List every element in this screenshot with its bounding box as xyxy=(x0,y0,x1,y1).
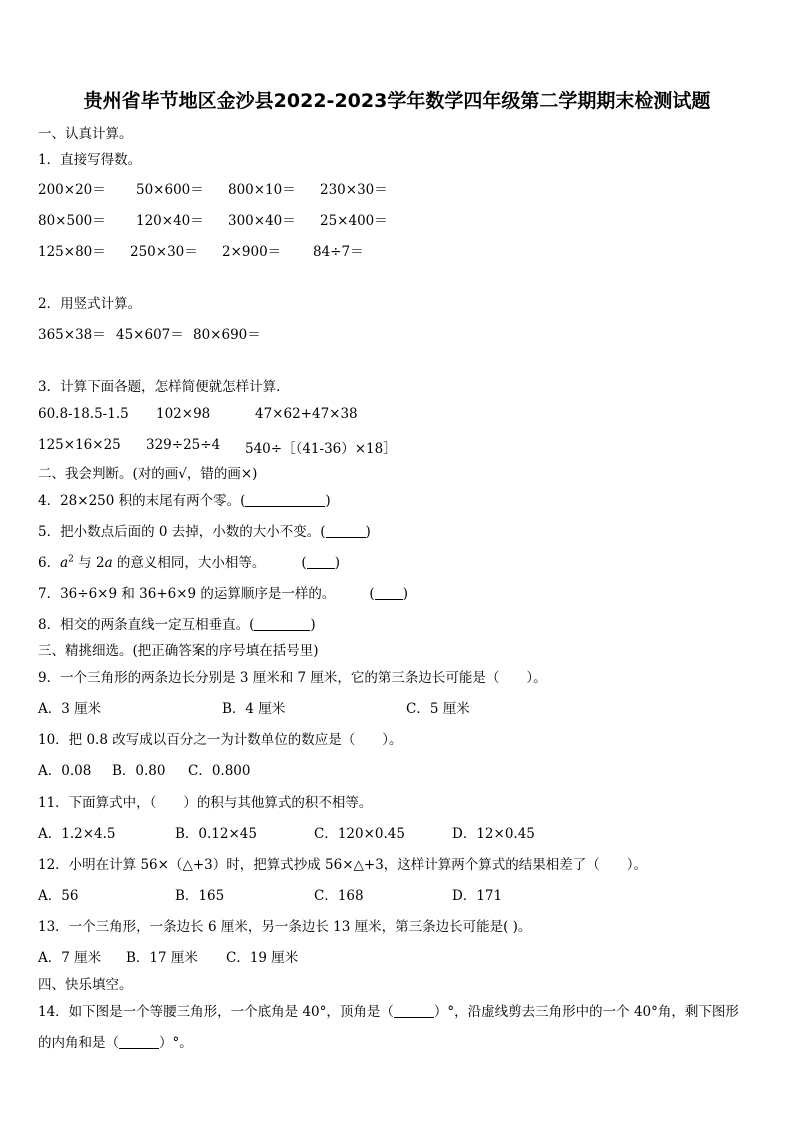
q2-item: 80×690＝ xyxy=(193,327,261,343)
q14-line-1 xyxy=(38,1000,739,1020)
q1-item: 800×10＝ xyxy=(228,182,296,198)
q6-text: 的意义相同，大小相等。 xyxy=(112,555,266,571)
q10-stem: 10．把 0.8 改写成以百分之一为计数单位的数应是（ ）。 xyxy=(38,732,403,748)
q3-label: 3．计算下面各题，怎样简便就怎样计算. xyxy=(38,379,281,395)
q4-text: 4．28×250 积的末尾有两个零。( xyxy=(38,493,246,509)
q3-item: 329÷25÷4 xyxy=(146,437,221,453)
q7-answer-blank[interactable] xyxy=(375,586,403,600)
q14-line-2 xyxy=(38,1031,193,1051)
q7-text: 7．36÷6×9 和 36+6×9 的运算顺序是一样的。 xyxy=(38,586,336,602)
q1-item: 200×20＝ xyxy=(38,182,106,198)
q13-stem: 13．一个三角形，一条边长 6 厘米，另一条边长 13 厘米，第三条边长可能是( )。 xyxy=(38,919,532,935)
q3-item: 540÷［（41-36）×18］ xyxy=(245,441,397,457)
q7-row xyxy=(38,582,408,602)
q1-item: 300×40＝ xyxy=(228,213,296,229)
q11-option-c[interactable]: C．120×0.45 xyxy=(314,826,405,842)
q11-stem: 11．下面算式中，（ ）的积与其他算式的积不相等。 xyxy=(38,795,373,811)
q13-option-c[interactable]: C．19 厘米 xyxy=(226,950,299,966)
q2-label: 2．用竖式计算。 xyxy=(38,296,142,312)
q14-text-c: 的内角和是（ xyxy=(38,1035,119,1051)
q2-item: 45×607＝ xyxy=(116,327,184,343)
q6-answer-blank[interactable] xyxy=(307,555,335,569)
q11-option-a[interactable]: A．1.2×4.5 xyxy=(38,826,116,842)
q9-option-c[interactable]: C．5 厘米 xyxy=(406,701,470,717)
q12-stem: 12．小明在计算 56×（△+3）时，把算式抄成 56×△+3，这样计算两个算式的结果相差了（ ）。 xyxy=(38,857,648,873)
q14-text-b: ）°，沿虚线剪去三角形中的一个 40°角，剩下图形 xyxy=(433,1004,739,1020)
q6-number: 6． xyxy=(38,555,61,571)
q6-exponent: 2 xyxy=(68,554,74,565)
q1-item: 80×500＝ xyxy=(38,213,106,229)
q8-row xyxy=(38,613,316,633)
page-title: 贵州省毕节地区金沙县2022-2023学年数学四年级第二学期期末检测试题 xyxy=(83,90,711,112)
q4-row xyxy=(38,489,331,509)
q5-text: 5．把小数点后面的 0 去掉，小数的大小不变。( xyxy=(38,524,326,540)
q3-item: 47×62+47×38 xyxy=(255,406,358,422)
q8-text: 8．相交的两条直线一定互相垂直。( xyxy=(38,617,255,633)
q8-answer-blank[interactable] xyxy=(254,617,310,631)
q1-item: 25×400＝ xyxy=(320,213,388,229)
q3-item: 125×16×25 xyxy=(38,437,121,453)
q11-option-b[interactable]: B．0.12×45 xyxy=(175,826,257,842)
q7-open: ( xyxy=(369,586,375,602)
q10-option-c[interactable]: C．0.800 xyxy=(188,763,251,779)
q4-close: ) xyxy=(325,493,331,509)
q14-text-d: ）°。 xyxy=(159,1035,193,1051)
q10-option-b[interactable]: B．0.80 xyxy=(112,763,166,779)
q1-item: 50×600＝ xyxy=(136,182,204,198)
q14-sum-blank[interactable] xyxy=(119,1035,159,1049)
q6-row xyxy=(38,551,340,571)
q1-item: 230×30＝ xyxy=(320,182,388,198)
q9-option-a[interactable]: A．3 厘米 xyxy=(38,701,102,717)
q6-var-a2: a xyxy=(104,555,113,571)
q14-text-a: 14．如下图是一个等腰三角形，一个底角是 40°，顶角是（ xyxy=(38,1004,394,1020)
q2-item: 365×38＝ xyxy=(38,327,106,343)
q6-close: ) xyxy=(334,555,340,571)
q12-option-c[interactable]: C．168 xyxy=(314,888,364,904)
q6-open: ( xyxy=(301,555,307,571)
q6-mid: 与 2 xyxy=(73,555,105,571)
q7-close: ) xyxy=(402,586,408,602)
section-4-heading: 四、快乐填空。 xyxy=(38,977,133,993)
q1-item: 84÷7＝ xyxy=(313,244,364,260)
q12-option-a[interactable]: A．56 xyxy=(38,888,79,904)
q12-option-b[interactable]: B．165 xyxy=(175,888,225,904)
q3-item: 102×98 xyxy=(156,406,211,422)
q1-item: 125×80＝ xyxy=(38,244,106,260)
q14-apex-blank[interactable] xyxy=(394,1004,434,1018)
q13-option-b[interactable]: B．17 厘米 xyxy=(126,950,198,966)
section-3-heading: 三、精挑细选。(把正确答案的序号填在括号里) xyxy=(38,643,319,659)
q4-answer-blank[interactable] xyxy=(245,493,325,507)
q5-answer-blank[interactable] xyxy=(326,524,366,538)
q3-item: 60.8-18.5-1.5 xyxy=(38,406,129,422)
q1-item: 120×40＝ xyxy=(136,213,204,229)
section-1-heading: 一、认真计算。 xyxy=(38,126,133,142)
q5-row xyxy=(38,520,371,540)
q1-item: 2×900＝ xyxy=(222,244,282,260)
q8-close: ) xyxy=(310,617,316,633)
q12-option-d[interactable]: D．171 xyxy=(452,888,503,904)
q5-close: ) xyxy=(365,524,371,540)
q6-var-a: a xyxy=(60,555,69,571)
q9-option-b[interactable]: B．4 厘米 xyxy=(222,701,286,717)
q9-stem: 9．一个三角形的两条边长分别是 3 厘米和 7 厘米，它的第三条边长可能是（ ）。 xyxy=(38,670,547,686)
q1-item: 250×30＝ xyxy=(130,244,198,260)
q1-label: 1．直接写得数。 xyxy=(38,152,142,168)
q10-option-a[interactable]: A．0.08 xyxy=(38,763,92,779)
q11-option-d[interactable]: D．12×0.45 xyxy=(452,826,535,842)
q13-option-a[interactable]: A．7 厘米 xyxy=(38,950,102,966)
section-2-heading: 二、我会判断。(对的画√，错的画×) xyxy=(38,466,258,482)
